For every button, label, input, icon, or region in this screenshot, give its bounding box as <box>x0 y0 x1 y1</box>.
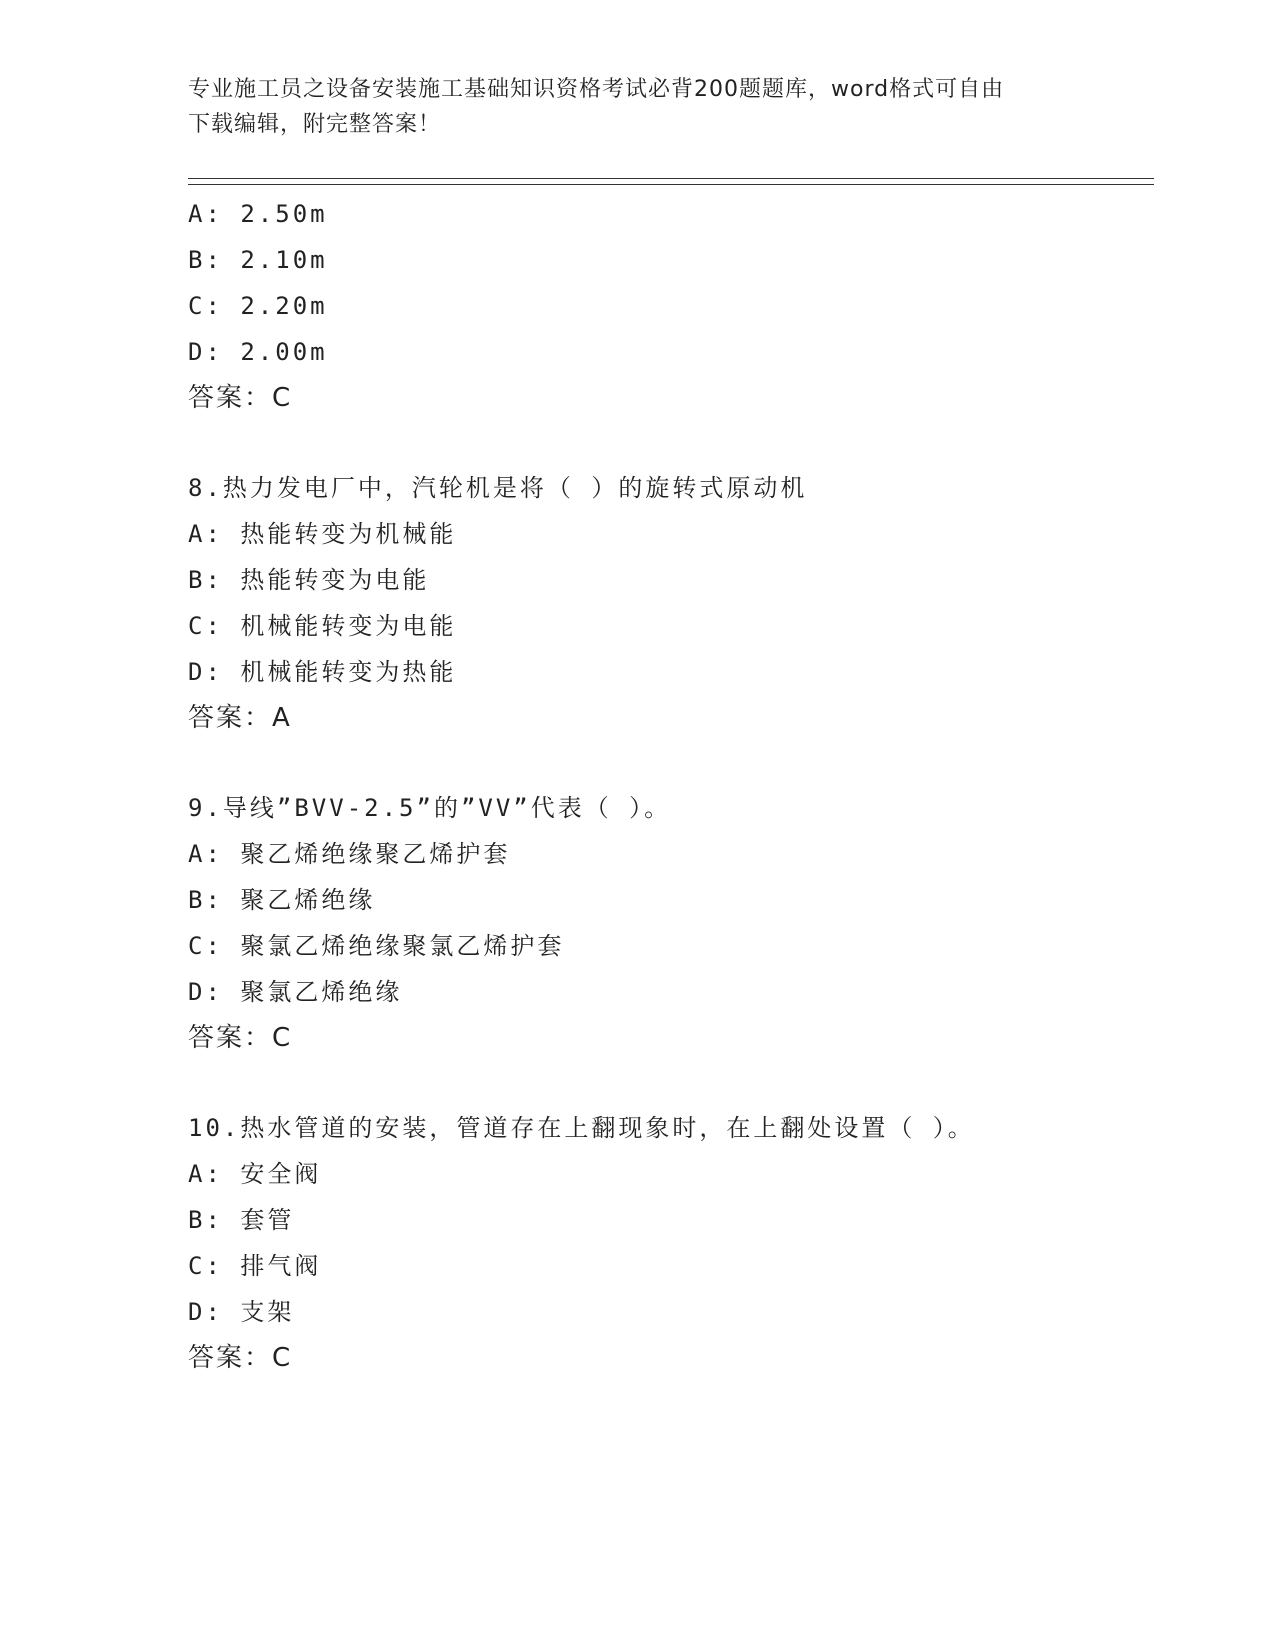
spacer <box>188 741 1148 785</box>
spacer <box>188 421 1148 465</box>
header-divider <box>188 178 1154 185</box>
option-d: D: 2.00m <box>188 338 328 366</box>
answer-line: 答案：C <box>188 1023 293 1053</box>
option-c: C: 机械能转变为电能 <box>188 612 457 640</box>
answer-line: 答案：C <box>188 1343 293 1373</box>
header-line-1: 专业施工员之设备安装施工基础知识资格考试必背200题题库，word格式可自由 <box>188 77 1005 102</box>
option-a: A: 2.50m <box>188 200 328 228</box>
question-9 <box>188 785 1148 1061</box>
option-c: C: 聚氯乙烯绝缘聚氯乙烯护套 <box>188 932 565 960</box>
option-d: D: 聚氯乙烯绝缘 <box>188 978 403 1006</box>
option-c: C: 2.20m <box>188 292 328 320</box>
option-a: A: 热能转变为机械能 <box>188 520 457 548</box>
question-8 <box>188 465 1148 741</box>
answer-line: 答案：A <box>188 703 292 733</box>
option-d: D: 机械能转变为热能 <box>188 658 457 686</box>
question-7 <box>188 191 1148 421</box>
option-b: B: 聚乙烯绝缘 <box>188 886 376 914</box>
question-text: 10.热水管道的安装，管道存在上翻现象时，在上翻处设置（ ）。 <box>188 1114 975 1142</box>
option-b: B: 热能转变为电能 <box>188 566 430 594</box>
document-header <box>188 72 1088 142</box>
question-10 <box>188 1105 1148 1381</box>
question-text: 9.导线”BVV-2.5”的”VV”代表（ ）。 <box>188 794 672 822</box>
option-c: C: 排气阀 <box>188 1252 322 1280</box>
option-a: A: 聚乙烯绝缘聚乙烯护套 <box>188 840 511 868</box>
option-b: B: 套管 <box>188 1206 295 1234</box>
answer-line: 答案：C <box>188 383 293 413</box>
question-text: 8.热力发电厂中，汽轮机是将（ ）的旋转式原动机 <box>188 474 808 502</box>
spacer <box>188 1061 1148 1105</box>
option-d: D: 支架 <box>188 1298 295 1326</box>
option-a: A: 安全阀 <box>188 1160 322 1188</box>
header-line-2: 下载编辑，附完整答案！ <box>188 112 442 137</box>
option-b: B: 2.10m <box>188 246 328 274</box>
question-list <box>188 191 1148 1381</box>
